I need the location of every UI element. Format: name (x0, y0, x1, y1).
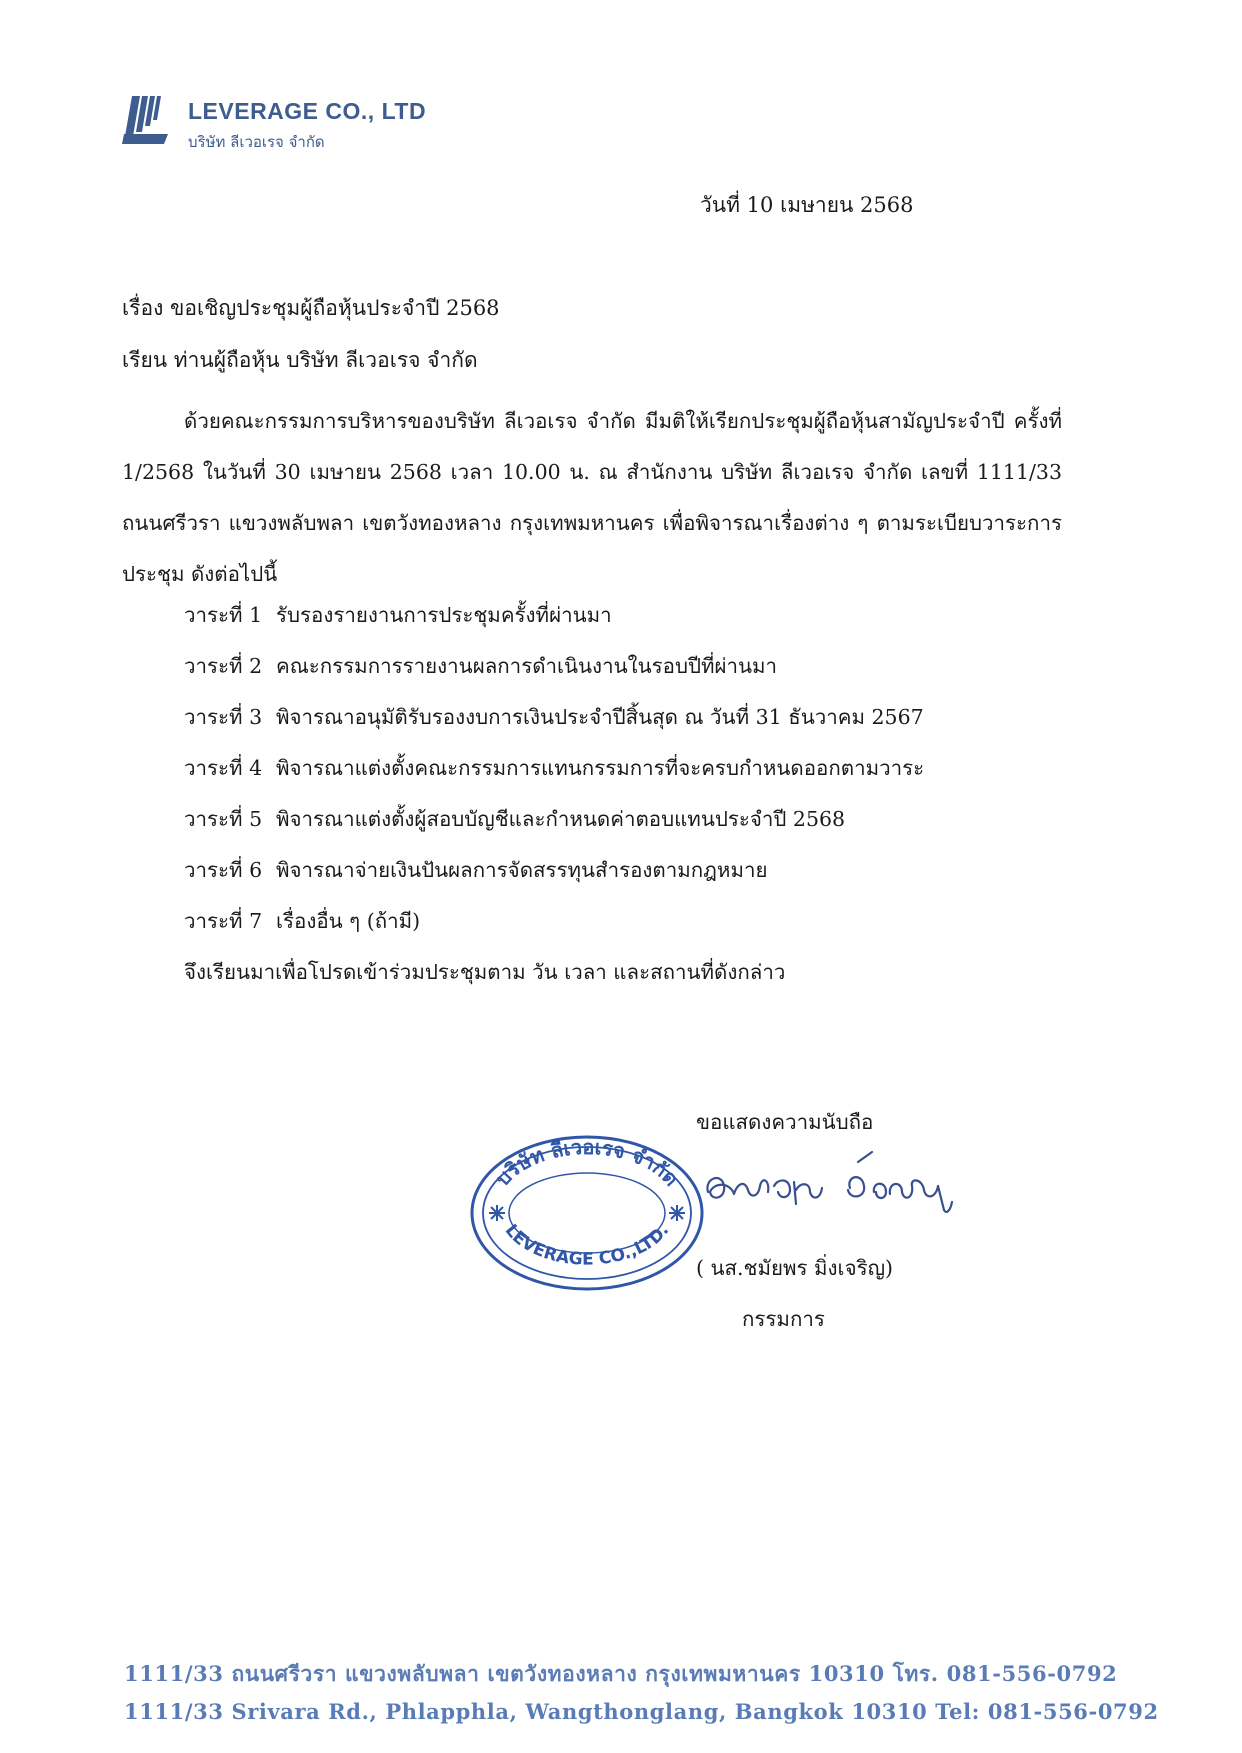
agenda-text: พิจารณาจ่ายเงินปันผลการจัดสรรทุนสำรองตามกฎหมาย (276, 858, 768, 882)
agenda-label: วาระที่ 1 (184, 603, 263, 627)
agenda-item-4 (184, 752, 924, 785)
agenda-text: พิจารณาแต่งตั้งผู้สอบบัญชีและกำหนดค่าตอบแทนประจำปี 2568 (276, 807, 846, 831)
agenda-label: วาระที่ 2 (184, 654, 263, 678)
letter-body-paragraph: ด้วยคณะกรรมการบริหารของบริษัท ลีเวอเรจ จำกัด มีมติให้เรียกประชุมผู้ถือหุ้นสามัญประจำปี ครั้งที่ 1/2568 ในวันที่ 30 เมษายน 2568 เวลา 10.00 น. ณ สำนักงาน บริษัท ลีเวอเรจ จำกัด เลขที่ 1111/33 ถนนศรีวรา แขวงพลับพลา เขตวังทองหลาง กรุงเทพมหานคร เพื่อพิจารณาเรื่องต่าง ๆ ตามระเบียบวาระการประชุม ดังต่อไปนี้ (122, 409, 1062, 586)
agenda-text: คณะกรรมการรายงานผลการดำเนินงานในรอบปีที่ผ่านมา (276, 654, 778, 678)
letter-date: วันที่ 10 เมษายน 2568 (700, 193, 914, 217)
agenda-text: รับรองรายงานการประชุมครั้งที่ผ่านมา (276, 603, 612, 627)
footer-address-en: 1111/33 Srivara Rd., Phlapphla, Wangthonglang, Bangkok 10310 Tel: 081-556-0792 (124, 1699, 1159, 1724)
agenda-item-3 (184, 701, 924, 734)
stamp-star-icon (489, 1205, 685, 1221)
company-name-th: บริษัท ลีเวอเรจ จำกัด (188, 133, 325, 151)
svg-text:LEVERAGE CO.,LTD. (501, 1221, 674, 1270)
agenda-label: วาระที่ 6 (184, 858, 263, 882)
agenda-label: วาระที่ 7 (184, 909, 263, 933)
handwritten-signature (700, 1142, 966, 1224)
signer-name: ( นส.ชมัยพร มิ่งเจริญ) (696, 1256, 894, 1280)
agenda-label: วาระที่ 3 (184, 705, 263, 729)
agenda-text: พิจารณาอนุมัติรับรองงบการเงินประจำปีสิ้นสุด ณ วันที่ 31 ธันวาคม 2567 (276, 705, 924, 729)
company-stamp (467, 1132, 707, 1294)
footer-address-th: 1111/33 ถนนศรีวรา แขวงพลับพลา เขตวังทองหลาง กรุงเทพมหานคร 10310 โทร. 081-556-0792 (124, 1661, 1118, 1686)
signer-title: กรรมการ (742, 1307, 825, 1331)
letter-closing: จึงเรียนมาเพื่อโปรดเข้าร่วมประชุมตาม วัน เวลา และสถานที่ดังกล่าว (184, 960, 786, 984)
agenda-label: วาระที่ 4 (184, 756, 263, 780)
stamp-text-th: บริษัท ลีเวอเรจ จำกัด (490, 1134, 684, 1191)
agenda-item-2 (184, 650, 777, 683)
stamp-text-en: LEVERAGE CO.,LTD. (500, 1220, 674, 1270)
letter-recipient: เรียน ท่านผู้ถือหุ้น บริษัท ลีเวอเรจ จำกัด (122, 348, 478, 372)
agenda-label: วาระที่ 5 (184, 807, 263, 831)
company-logo-icon (118, 92, 174, 148)
agenda-item-1 (184, 599, 612, 632)
sign-off: ขอแสดงความนับถือ (696, 1110, 874, 1134)
agenda-text: เรื่องอื่น ๆ (ถ้ามี) (276, 909, 421, 933)
agenda-item-6 (184, 854, 767, 887)
agenda-item-5 (184, 803, 845, 836)
letter-subject: เรื่อง ขอเชิญประชุมผู้ถือหุ้นประจำปี 2568 (122, 296, 500, 320)
company-name-en: LEVERAGE CO., LTD (188, 98, 427, 124)
agenda-item-7 (184, 905, 420, 938)
agenda-text: พิจารณาแต่งตั้งคณะกรรมการแทนกรรมการที่จะครบกำหนดออกตามวาระ (276, 756, 925, 780)
